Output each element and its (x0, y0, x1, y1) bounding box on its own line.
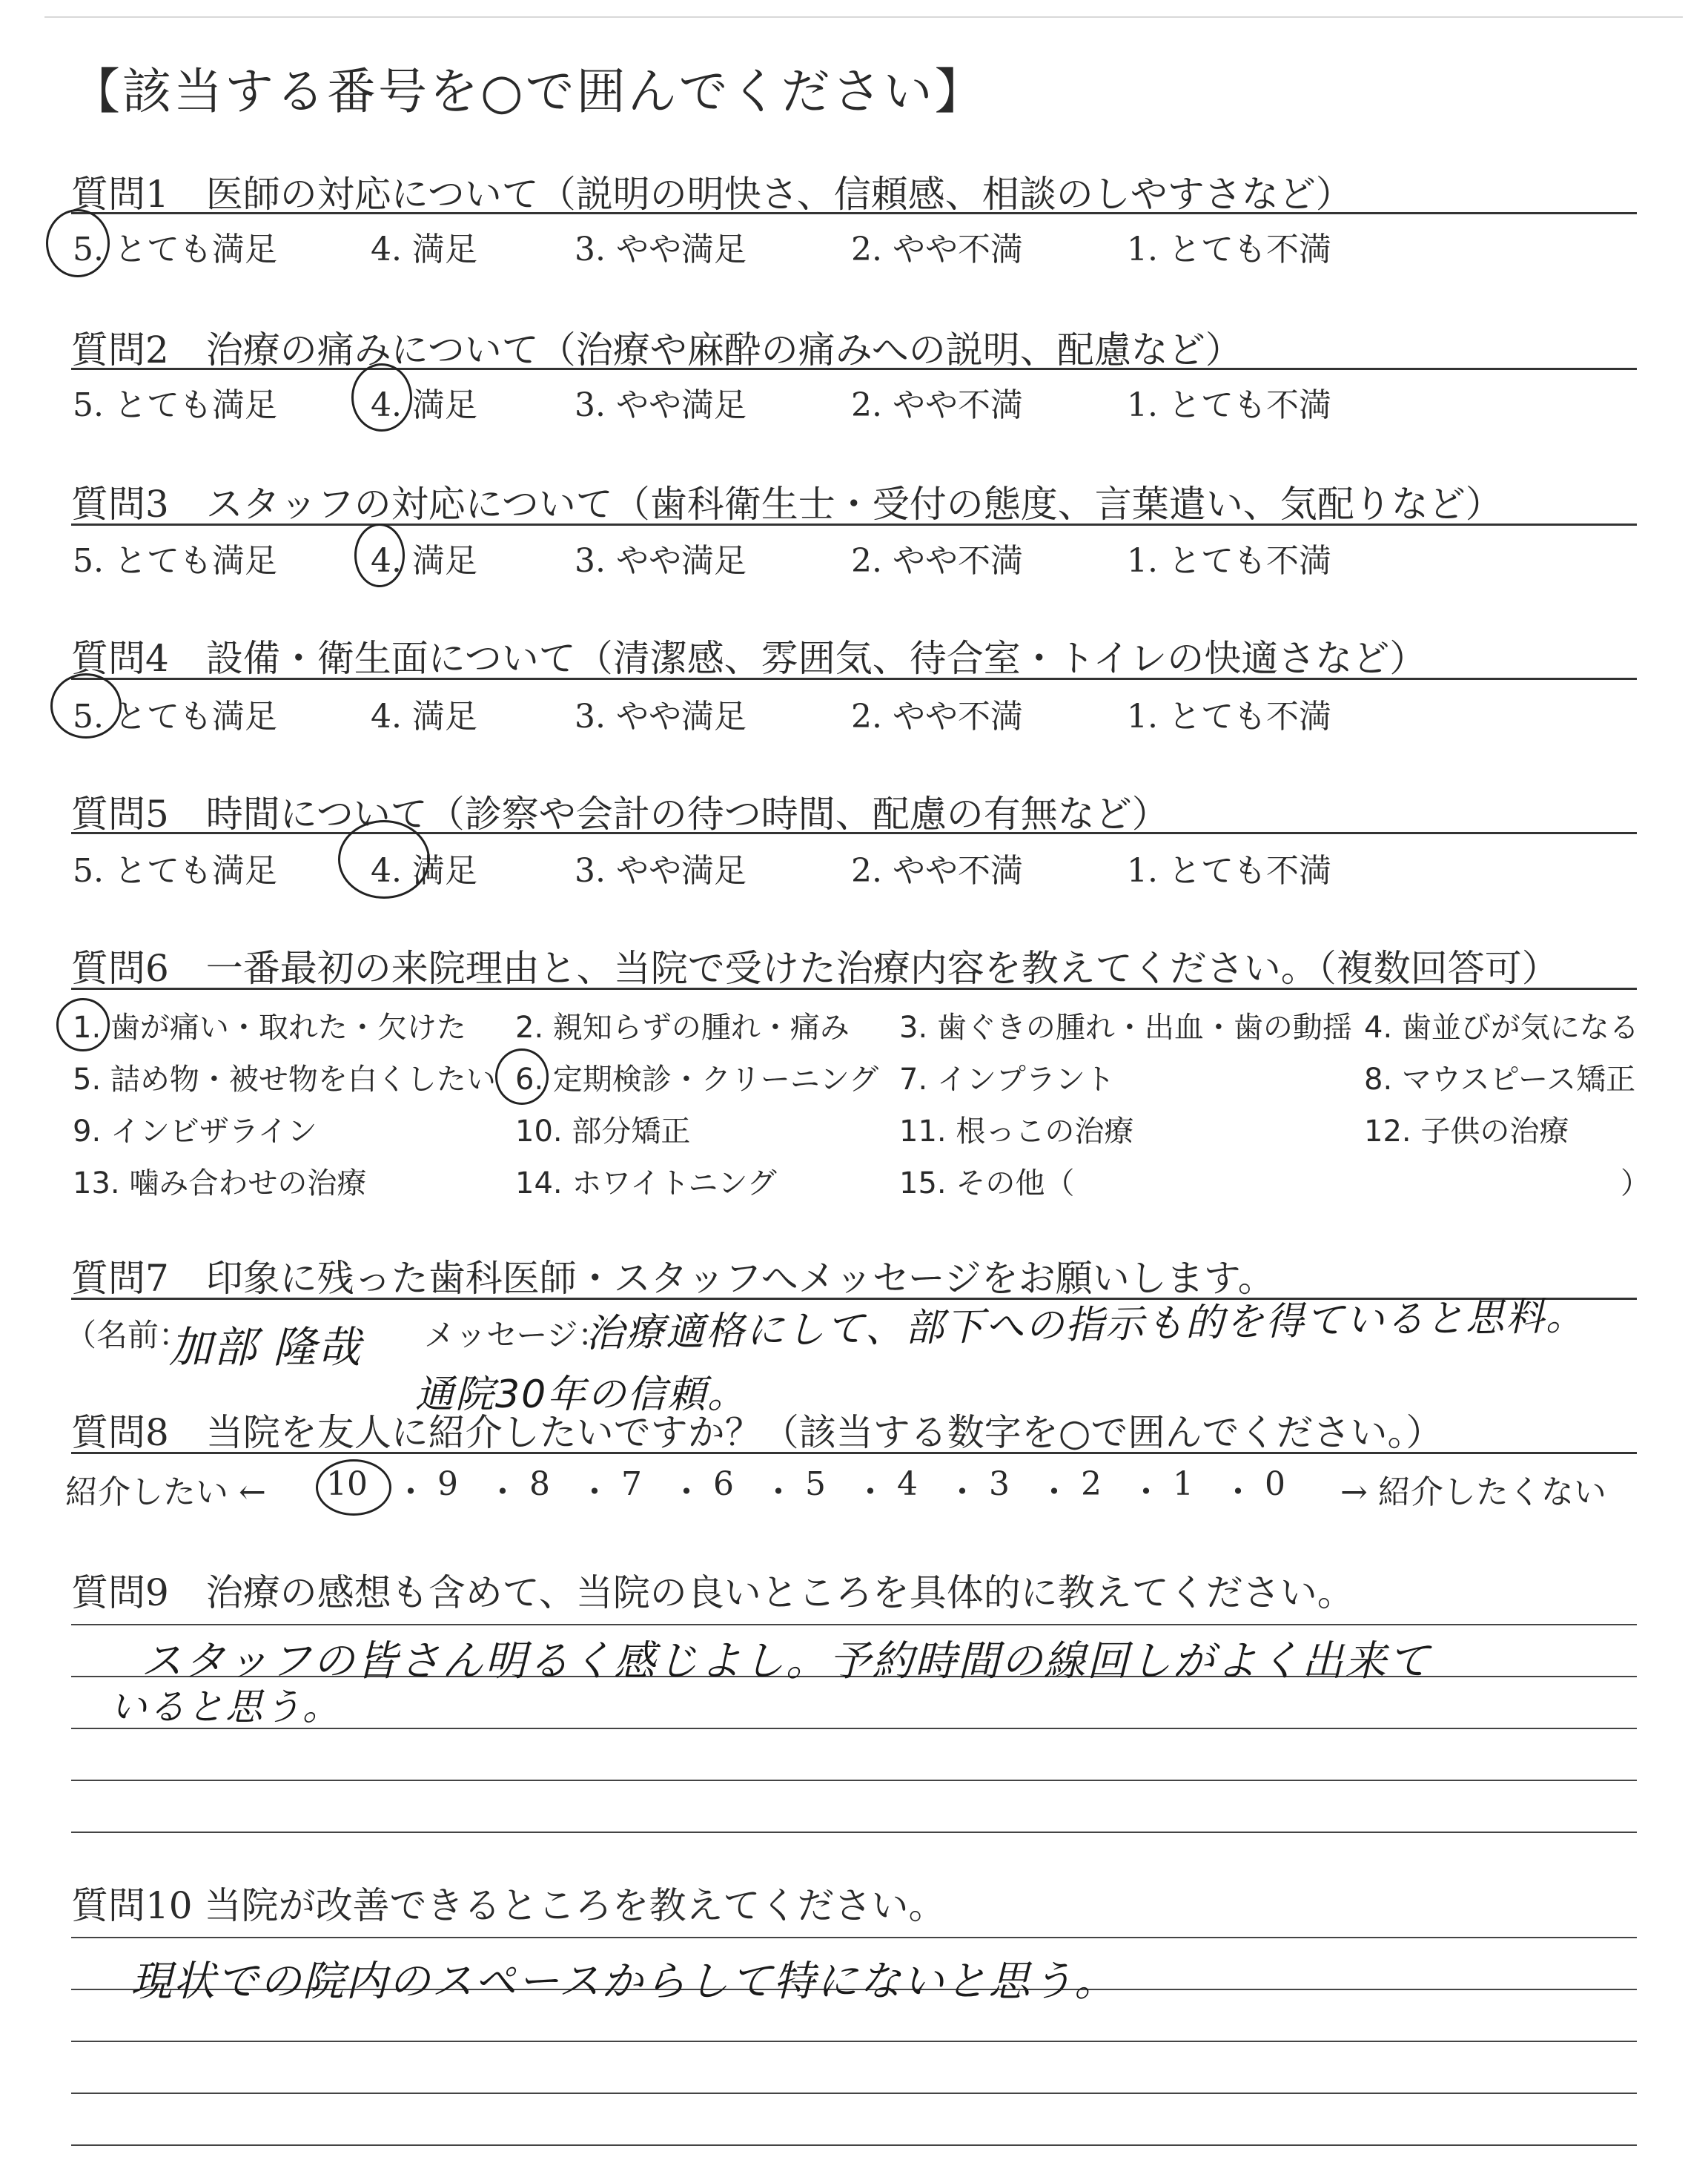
question-label: 質問2 治療の痛みについて（治療や麻酔の痛みへの説明、配慮など） (71, 328, 1242, 371)
option-1[interactable]: 1. とても不満 (1127, 852, 1331, 890)
reason-option-12[interactable]: 12. 子供の治療 (1364, 1114, 1569, 1149)
reason-option-1[interactable]: 1. 歯が痛い・取れた・欠けた (73, 1011, 466, 1045)
question-rule (71, 212, 1637, 214)
scale-dot: ・ (946, 1473, 979, 1511)
selection-circle-mark (46, 209, 110, 277)
selection-circle-mark (351, 363, 412, 432)
option-4[interactable]: 4. 満足 (371, 231, 477, 268)
option-3[interactable]: 3. やや満足 (575, 231, 747, 268)
question-rule (71, 678, 1637, 680)
option-2[interactable]: 2. やや不満 (851, 386, 1023, 424)
handwritten-answer-line2[interactable]: いると思う。 (110, 1685, 341, 1728)
option-2[interactable]: 2. やや不満 (851, 852, 1023, 890)
option-4[interactable]: 4. 満足 (371, 542, 477, 580)
option-4[interactable]: 4. 満足 (371, 852, 477, 890)
reason-option-2[interactable]: 2. 親知らずの腫れ・痛み (515, 1011, 850, 1045)
scale-dot: ・ (670, 1473, 703, 1511)
scale-value-2[interactable]: 2 (1081, 1465, 1102, 1503)
question-rule (71, 524, 1637, 526)
option-5[interactable]: 5. とても満足 (73, 542, 277, 580)
scale-dot: ・ (1038, 1473, 1070, 1511)
reason-option-5[interactable]: 5. 詰め物・被せ物を白くしたい (73, 1063, 496, 1097)
reason-option-7[interactable]: 7. インプラント (899, 1063, 1115, 1097)
option-1[interactable]: 1. とても不満 (1127, 231, 1331, 268)
scale-value-10[interactable]: 10 (326, 1465, 368, 1503)
reason-option-15[interactable]: 15. その他（ (899, 1166, 1075, 1200)
question-rule (71, 1452, 1637, 1454)
question-label: 質問8 当院を友人に紹介したいですか？（該当する数字を○で囲んでください。） (71, 1411, 1443, 1454)
answer-line (71, 1624, 1637, 1625)
handwritten-answer-line1[interactable]: 現状での院内のスペースからして特にないと思う。 (130, 1958, 1118, 2006)
question-rule (71, 832, 1637, 834)
option-5[interactable]: 5. とても満足 (73, 698, 277, 736)
answer-line (71, 1937, 1637, 1938)
question-label: 質問9 治療の感想も含めて、当院の良いところを具体的に教えてください。 (71, 1571, 1354, 1614)
answer-line (71, 2093, 1637, 2094)
question-label: 質問6 一番最初の来院理由と、当院で受けた治療内容を教えてください。（複数回答可） (71, 947, 1559, 990)
recommend-scale (326, 1465, 1305, 1510)
selection-circle-mark (50, 673, 122, 739)
scale-dot: ・ (578, 1473, 611, 1511)
question-rule (71, 988, 1637, 990)
option-1[interactable]: 1. とても不満 (1127, 386, 1331, 424)
option-5[interactable]: 5. とても満足 (73, 386, 277, 424)
option-4[interactable]: 4. 満足 (371, 386, 477, 424)
scale-dot: ・ (394, 1473, 427, 1511)
question-label: 質問10 当院が改善できるところを教えてください。 (71, 1884, 946, 1927)
question-label: 質問4 設備・衛生面について（清潔感、雰囲気、待合室・トイレの快適さなど） (71, 637, 1427, 680)
other-close-paren: ） (1621, 1166, 1650, 1200)
option-3[interactable]: 3. やや満足 (575, 542, 747, 580)
scale-value-7[interactable]: 7 (621, 1465, 642, 1503)
scale-left-label: 紹介したい ← (65, 1473, 266, 1511)
scale-value-4[interactable]: 4 (897, 1465, 918, 1503)
option-5[interactable]: 5. とても満足 (73, 852, 277, 890)
option-2[interactable]: 2. やや不満 (851, 231, 1023, 268)
question-label: 質問3 スタッフの対応について（歯科衛生士・受付の態度、言葉遣い、気配りなど） (71, 483, 1503, 526)
scale-value-1[interactable]: 1 (1173, 1465, 1194, 1503)
question-rule (71, 368, 1637, 370)
scale-dot: ・ (1222, 1473, 1254, 1511)
reason-option-14[interactable]: 14. ホワイトニング (515, 1166, 777, 1200)
selection-circle-mark (354, 524, 405, 587)
reason-option-9[interactable]: 9. インビザライン (73, 1114, 317, 1149)
scale-dot: ・ (1130, 1473, 1162, 1511)
option-4[interactable]: 4. 満足 (371, 698, 477, 736)
answer-line (71, 1780, 1637, 1781)
reason-option-13[interactable]: 13. 噛み合わせの治療 (73, 1166, 367, 1200)
handwritten-answer-line1[interactable]: スタッフの皆さん明るく感じよし。予約時間の線回しがよく出来て (141, 1637, 1431, 1685)
option-2[interactable]: 2. やや不満 (851, 698, 1023, 736)
question-label: 質問5 時間について（診察や会計の待つ時間、配慮の有無など） (71, 793, 1169, 836)
answer-line (71, 2041, 1637, 2042)
option-1[interactable]: 1. とても不満 (1127, 698, 1331, 736)
scale-dot: ・ (854, 1473, 887, 1511)
handwritten-name[interactable]: 加部 隆哉 (169, 1322, 363, 1373)
reason-option-11[interactable]: 11. 根っこの治療 (899, 1114, 1134, 1149)
reason-option-8[interactable]: 8. マウスピース矯正 (1364, 1063, 1636, 1097)
reason-option-3[interactable]: 3. 歯ぐきの腫れ・出血・歯の動揺 (899, 1011, 1352, 1045)
option-2[interactable]: 2. やや不満 (851, 542, 1023, 580)
option-5[interactable]: 5. とても満足 (73, 231, 277, 268)
message-label: メッセージ： (424, 1317, 609, 1353)
question-label: 質問7 印象に残った歯科医師・スタッフへメッセージをお願いします。 (71, 1257, 1275, 1300)
handwritten-message-line1[interactable]: 治療適格にして、部下への指示も的を得ていると思料。 (585, 1294, 1586, 1356)
question-label: 質問1 医師の対応について（説明の明快さ、信頼感、相談のしやすさなど） (71, 173, 1353, 216)
selection-circle-mark (56, 998, 110, 1051)
name-label: （名前： (65, 1317, 191, 1353)
handwritten-message-line2[interactable]: 通院30年の信頼。 (415, 1373, 748, 1417)
reason-option-6[interactable]: 6. 定期検診・クリーニング (515, 1063, 879, 1097)
option-1[interactable]: 1. とても不満 (1127, 542, 1331, 580)
scale-value-3[interactable]: 3 (989, 1465, 1010, 1503)
scale-dot: ・ (762, 1473, 795, 1511)
top-border (44, 16, 1683, 18)
scale-value-6[interactable]: 6 (713, 1465, 734, 1503)
scale-right-label: → 紹介したくない (1340, 1473, 1606, 1511)
option-3[interactable]: 3. やや満足 (575, 386, 747, 424)
answer-line (71, 1832, 1637, 1833)
page-title: 【該当する番号を○で囲んでください】 (71, 63, 986, 120)
reason-option-4[interactable]: 4. 歯並びが気になる (1364, 1011, 1639, 1045)
answer-line (71, 2144, 1637, 2146)
scale-value-5[interactable]: 5 (805, 1465, 826, 1503)
selection-circle-mark (495, 1048, 549, 1105)
scale-value-9[interactable]: 9 (437, 1465, 458, 1503)
reason-option-10[interactable]: 10. 部分矯正 (515, 1114, 691, 1149)
option-3[interactable]: 3. やや満足 (575, 852, 747, 890)
scale-value-8[interactable]: 8 (529, 1465, 550, 1503)
option-3[interactable]: 3. やや満足 (575, 698, 747, 736)
selection-circle-mark (338, 820, 430, 899)
scale-value-0[interactable]: 0 (1265, 1465, 1285, 1503)
selection-circle-mark (316, 1459, 391, 1516)
scale-dot: ・ (486, 1473, 519, 1511)
